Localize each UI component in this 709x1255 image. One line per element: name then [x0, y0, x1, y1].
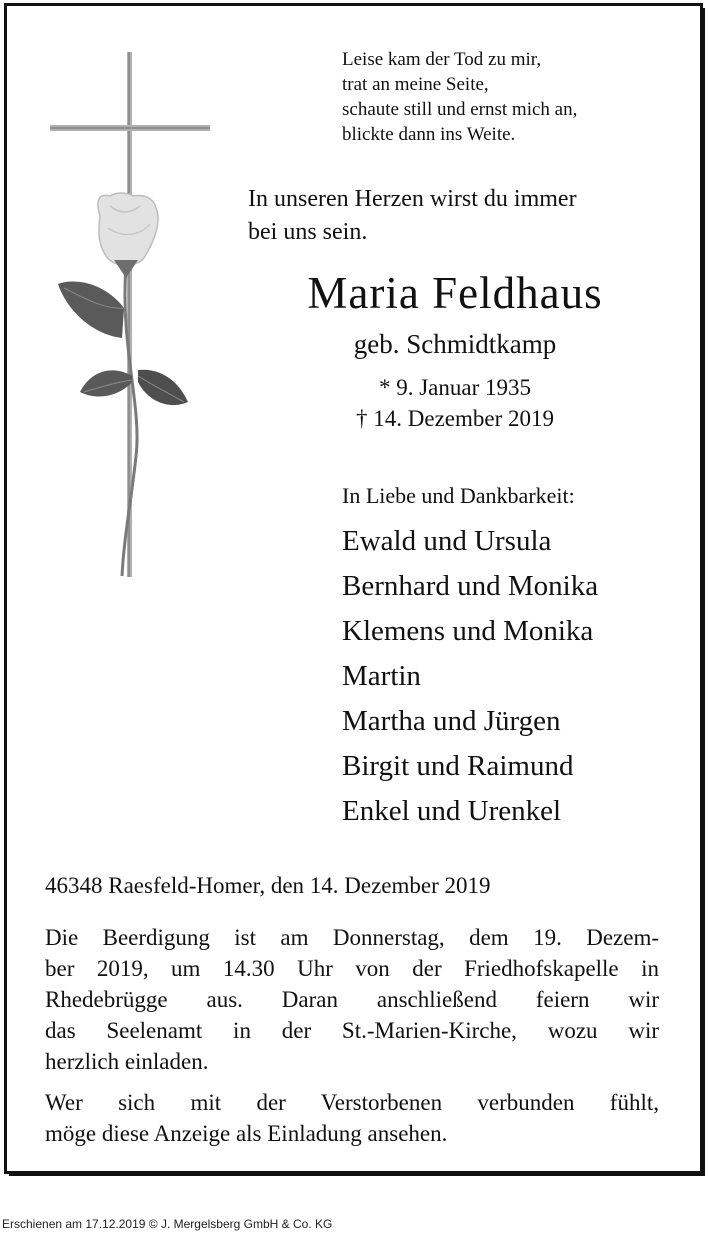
birth-date: * 9. Januar 1935: [378, 375, 532, 400]
funeral-line: herzlich einladen.: [45, 1049, 209, 1074]
mourner-name: Martha und Jürgen: [342, 705, 561, 737]
invitation-line: möge diese Anzeige als Einladung ansehen.: [45, 1121, 448, 1146]
funeral-line: ber 2019, um 14.30 Uhr von der Friedhofskapelle in: [45, 956, 659, 981]
funeral-line: das Seelenamt in der St.-Marien-Kirche, wozu wir: [45, 1018, 659, 1043]
mourners-intro: In Liebe und Dankbarkeit:: [342, 483, 575, 508]
funeral-line: Die Beerdigung ist am Donnerstag, dem 19. Dezem-: [45, 925, 659, 950]
publication-footer: Erschienen am 17.12.2019 © J. Mergelsberg GmbH & Co. KG: [2, 1217, 333, 1231]
mourner-name: Bernhard und Monika: [342, 570, 599, 602]
invitation-text: [45, 1087, 659, 1149]
poem-line: trat an meine Seite,: [342, 74, 489, 95]
invitation-line: Wer sich mit der Verstorbenen verbunden fühlt,: [45, 1090, 659, 1115]
life-dates: [248, 372, 662, 434]
funeral-line: Rhedebrügge aus. Daran anschließend feiern wir: [45, 987, 659, 1012]
mourner-name: Martin: [342, 660, 421, 692]
mourner-name: Ewald und Ursula: [342, 525, 552, 557]
death-date: † 14. Dezember 2019: [356, 406, 554, 431]
maiden-name: geb. Schmidtkamp: [353, 329, 557, 359]
place-and-date: 46348 Raesfeld-Homer, den 14. Dezember 2019: [45, 873, 491, 898]
intro-line: bei uns sein.: [248, 219, 368, 245]
mourner-name: Birgit und Raimund: [342, 750, 574, 782]
mourner-name: Enkel und Urenkel: [342, 795, 562, 827]
mourner-name: Klemens und Monika: [342, 615, 594, 647]
intro-text: [248, 183, 577, 249]
intro-line: In unseren Herzen wirst du immer: [248, 186, 577, 212]
poem-line: Leise kam der Tod zu mir,: [342, 49, 542, 70]
poem: [342, 47, 577, 147]
cross-with-rose-icon: [44, 46, 214, 586]
mourners-list: [342, 519, 598, 834]
poem-line: blickte dann ins Weite.: [342, 124, 516, 145]
poem-line: schaute still und ernst mich an,: [342, 99, 578, 120]
deceased-name: Maria Feldhaus: [307, 268, 603, 318]
funeral-details: [45, 922, 659, 1077]
